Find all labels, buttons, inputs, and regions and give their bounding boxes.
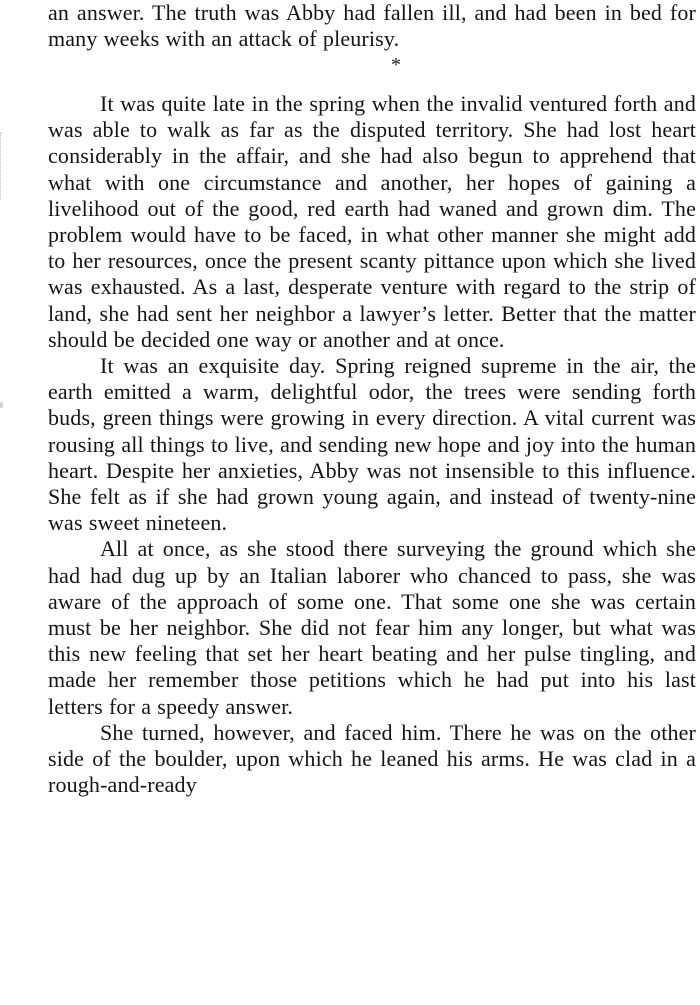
text-column xyxy=(48,0,696,798)
paragraph-invalid-ventured: It was quite late in the spring when the invalid ventured forth and was able to walk as far as the disputed territory. She had lost heart considerably in the affair, and she had also begun to apprehend that what with one circumstance and another, her hopes of gaining a livelihood out of the good, red earth had waned and grown dim. The problem would have to be faced, in what other manner she might add to her resources, once the present scanty pittance upon which she lived was exhausted. As a last, desperate venture with regard to the strip of land, she had sent her neighbor a lawyer’s letter. Better that the matter should be decided one way or another and at once. xyxy=(48,90,696,352)
paragraph-she-turned: She turned, however, and faced him. There he was on the other side of the boulder, upon which he leaned his arms. He was clad in a rough-and-ready xyxy=(48,719,696,798)
margin-scan-mark xyxy=(0,132,11,200)
margin-scan-dot xyxy=(0,402,3,408)
paragraph-all-at-once: All at once, as she stood there surveying the ground which she had had dug up by an Italian laborer who chanced to pass, she was aware of the approach of some one. That some one she was certain must be her neighbor. She did not fear him any longer, but what was this new feeling that set her heart beating and her pulse tingling, and made her remember those petitions which he had put into his last letters for a speedy answer. xyxy=(48,536,696,719)
paragraph-continued: an answer. The truth was Abby had fallen ill, and had been in bed for many weeks with an attack of pleurisy. xyxy=(48,0,696,51)
section-break-asterisk: * xyxy=(391,53,401,76)
paragraph-exquisite-day: It was an exquisite day. Spring reigned supreme in the air, the earth emitted a warm, delightful odor, the trees were sending forth buds, green things were growing in every direction. A vital current was rousing all things to live, and sending new hope and joy into the human heart. Despite her anxieties, Abby was not insensible to this influence. She felt as if she had grown young again, and instead of twenty-nine was sweet nineteen. xyxy=(48,352,696,536)
